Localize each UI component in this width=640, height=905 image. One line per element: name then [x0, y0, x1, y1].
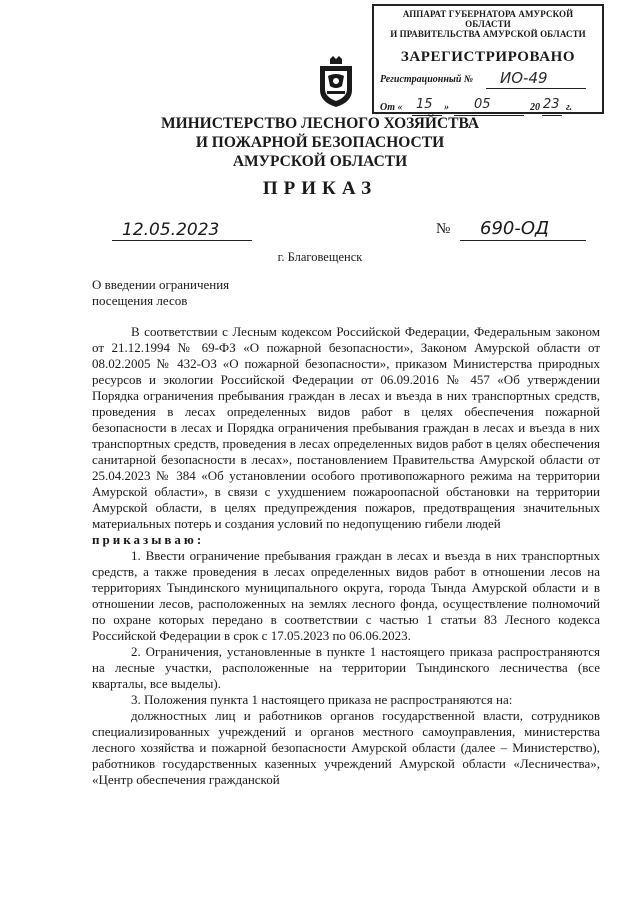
stamp-day-close: »	[444, 102, 449, 113]
stamp-year-label: г.	[566, 102, 573, 113]
order-number-line	[460, 240, 586, 241]
order-subject	[92, 277, 229, 309]
stamp-day: 15	[416, 97, 433, 112]
subject-line1: О введении ограничения	[92, 277, 230, 292]
item-1-paragraph: 1. Ввести ограничение пребывания граждан в лесах и въезда в них транспортных средств, а также проведения в лесах определенных видов работ в отношении лесов на территориях Тындинского муниципального округа, города Тында Амурской области и в отношении лесов, расположенных на землях лесного фонда, осуществление полномочий по охране которых передано в соответствии с частью 1 статьи 83 Лесного кодекса Российской Федерации в срок с 17.05.2023 по 06.06.2023.	[92, 548, 600, 643]
ministry-line3: АМУРСКОЙ ОБЛАСТИ	[232, 153, 408, 170]
subject-line2: посещения лесов	[92, 293, 188, 308]
stamp-from-label: От «	[380, 102, 403, 113]
order-number: 690-ОД	[480, 218, 550, 239]
city: г. Благовещенск	[277, 250, 363, 264]
stamp-org-line1: АППАРАТ ГУБЕРНАТОРА АМУРСКОЙ ОБЛАСТИ	[402, 9, 574, 29]
ministry-name	[0, 114, 640, 171]
stamp-year-prefix: 20	[530, 102, 540, 113]
ministry-line1: МИНИСТЕРСТВО ЛЕСНОГО ХОЗЯЙСТВА	[160, 115, 480, 132]
stamp-registered: ЗАРЕГИСТРИРОВАНО	[400, 49, 576, 65]
decree-word: приказываю:	[92, 532, 205, 547]
stamp-reg-line	[486, 69, 586, 89]
document-type: ПРИКАЗ	[262, 178, 378, 199]
preamble-paragraph: В соответствии с Лесным кодексом Российской Федерации, Федеральным законом от 21.12.1994 № 69-ФЗ «О пожарной безопасности», Законом Амурской области от 08.02.2005 № 432-ОЗ «О пожарной безопасности», приказом Министерства природных ресурсов и экологии Российской Федерации от 06.09.2016 № 457 «Об утверждении Порядка ограничения пребывания граждан в лесах и въезда в них транспортных средств, проведения в лесах определенных видов работ в целях обеспечения пожарной безопасности в лесах и Порядка ограничения пребывания граждан в лесах и въезда в них транспортных средств, проведения в лесах определенных видов работ в целях обеспечения санитарной безопасности в лесах», постановлением Правительства Амурской области от 25.04.2023 № 384 «Об установлении особого противопожарного режима на территории Амурской области», в связи с ухудшением пожароопасной обстановки на территории Амурской области, в целях предупреждения пожаров, предотвращения значительных материальных потерь и создания условий по недопущению гибели людей	[92, 324, 600, 531]
stamp-month: 05	[474, 97, 491, 112]
ministry-line2: И ПОЖАРНОЙ БЕЗОПАСНОСТИ	[195, 134, 445, 151]
stamp-reg-label: Регистрационный №	[380, 74, 474, 85]
item-2-paragraph: 2. Ограничения, установленные в пункте 1 настоящего приказа распространяются на лесные участки, расположенные на территории Тындинского лесничества (все кварталы, все выделы).	[92, 644, 600, 691]
order-date: 12.05.2023	[122, 220, 220, 240]
item-3-paragraph: 3. Положения пункта 1 настоящего приказа не распространяются на:	[131, 692, 513, 707]
stamp-reg-row	[380, 69, 596, 90]
stamp-org-line2: И ПРАВИТЕЛЬСТВА АМУРСКОЙ ОБЛАСТИ	[390, 29, 586, 39]
stamp-reg-number: ИО-49	[500, 69, 548, 87]
registration-stamp	[372, 4, 604, 114]
item-3-text-paragraph: должностных лиц и работников органов государственной власти, сотрудников специализированных учреждений и органов местного самоуправления, министерства лесного хозяйства и пожарной безопасности Амурской области (далее – Министерство), работников государственных казенных учреждений Амурской области «Лесничества», «Центр обеспечения гражданской	[92, 708, 600, 787]
order-number-label: №	[436, 221, 451, 237]
order-body	[92, 324, 600, 788]
order-date-line	[112, 240, 252, 241]
coat-of-arms-icon	[316, 56, 356, 108]
stamp-year-suffix: 23	[543, 97, 560, 112]
